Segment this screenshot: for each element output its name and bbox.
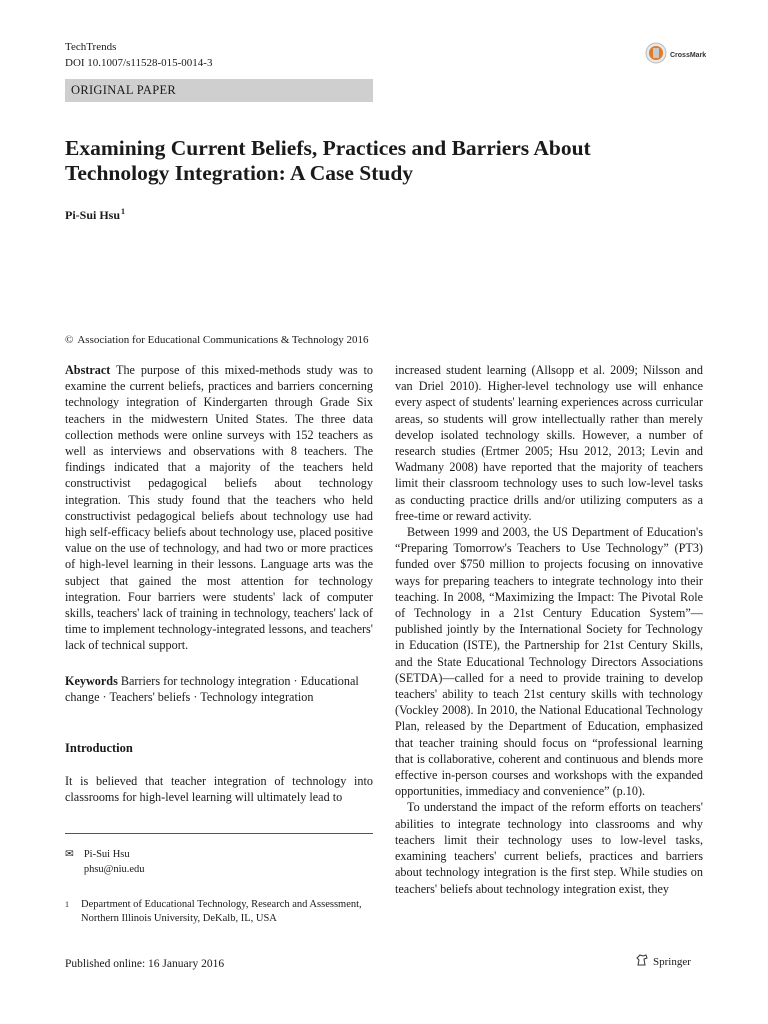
crossmark-badge[interactable]	[645, 42, 706, 69]
body-paragraph: increased student learning (Allsopp et al. 2009; Nilsson and van Driel 2010). Higher-level technology use will enhance every aspect of students' learning experiences across curricular areas, so students will grow intellectually rather than merely develop isolated technology skills. However, a number of research studies (Ertmer 2005; Hsu 2012, 2013; Levin and Wadmany 2008) have reported that the majority of teachers limit their classroom technology uses to such low-level tasks as conducting practice drills and/or utilizing computers as a free-time or reward activity.	[395, 363, 703, 523]
abstract-label: Abstract	[65, 363, 111, 377]
abstract	[65, 362, 373, 654]
author-affil-mark: 1	[121, 207, 126, 216]
springer-label: Springer	[653, 955, 691, 968]
envelope-icon: ✉	[65, 849, 74, 860]
copyright-symbol: ©	[65, 334, 74, 346]
keywords	[65, 673, 373, 705]
copyright	[65, 333, 368, 347]
journal-name: TechTrends	[65, 41, 117, 53]
crossmark-icon	[645, 42, 667, 69]
contact-name: Pi-Sui Hsu	[83, 849, 130, 860]
affiliation-number: 1	[65, 900, 69, 909]
crossmark-label: CrossMark	[670, 52, 707, 59]
abstract-text: The purpose of this mixed-methods study was to examine the current beliefs, practices and barriers concerning technology integration of Kindergarten through Grade Six teachers in the midwestern United States. The three data collection methods were online surveys with 152 teachers as well as interviews and observations with 8 teachers. The findings indicated that a majority of the teachers held constructivist pedagogical beliefs about technology integration. This study found that the teachers who held constructivist pedagogical beliefs about technology use had high self-efficacy beliefs about technology use, placed positive value on the use of technology, and had two or more practices of high-level learning in their lessons. Language arts was the subject that gained the most attention for technology integration. Four barriers were students' lack of computer skills, teachers' lack of training in technology, teachers' lack of time to implement technology-integrated lessons, and teachers' lack of technical support.	[65, 363, 374, 653]
body-paragraph: Between 1999 and 2003, the US Department of Education's “Preparing Tomorrow's Teachers to Use Technology” (PT3) funded over $750 million to projects focusing on innovative ways for preparing teachers to integrate technology into their teaching. In 2008, “Maximizing the Impact: The Pivotal Role of Technology in a 21st Century Education System”—published jointly by the International Society for Technology in Education (ISTE), the Partnership for 21st Century Skills, and the State Educational Technology Directors Associations (SETDA)—called for a need to provide training to develop teachers' ability to teach 21st century skills with technology (Vockley 2008). In 2010, the National Educational Technology Plan, released by the Department of Education, emphasized that teacher training should focus on “professional learning that is collaborative, coherent and continuous and blends more effective in-person courses and workshops with the expanded opportunities, immediacy and convenience” (p.10).	[395, 525, 703, 799]
published-date: Published online: 16 January 2016	[65, 958, 225, 970]
springer-logo[interactable]	[635, 953, 691, 970]
paper-title: Examining Current Beliefs, Practices and Barriers About Technology Integration: A Case Study	[65, 136, 591, 185]
body-column-right	[395, 362, 703, 897]
keywords-text: Barriers for technology integration · Educational change · Teachers' beliefs · Technology integration	[65, 674, 359, 705]
copyright-text: Association for Educational Communications & Technology 2016	[77, 334, 369, 346]
introduction-paragraph: It is believed that teacher integration of technology into classrooms for high-level learning will ultimately lead to	[65, 774, 373, 805]
footnote-divider	[65, 833, 373, 834]
affiliation	[65, 898, 373, 926]
article-type-banner: ORIGINAL PAPER	[65, 79, 373, 102]
keywords-label: Keywords	[65, 674, 118, 688]
body-paragraph: To understand the impact of the reform efforts on teachers' abilities to integrate technology into classrooms and why teachers limit their technology uses to low-level tasks, examining teachers' current beliefs, practices and barriers about technology integration is the first step. While studies on teachers' beliefs about technology integration exist, they	[395, 800, 703, 896]
affiliation-text: Department of Educational Technology, Research and Assessment, Northern Illinois University, DeKalb, IL, USA	[81, 899, 362, 924]
author	[65, 207, 125, 223]
author-name[interactable]: Pi-Sui Hsu	[65, 208, 121, 222]
contact-email[interactable]: phsu@niu.edu	[83, 864, 145, 875]
corresponding-author	[65, 847, 145, 877]
springer-horse-icon	[635, 953, 649, 970]
introduction-heading: Introduction	[65, 741, 133, 755]
doi[interactable]: DOI 10.1007/s11528-015-0014-3	[65, 57, 213, 69]
